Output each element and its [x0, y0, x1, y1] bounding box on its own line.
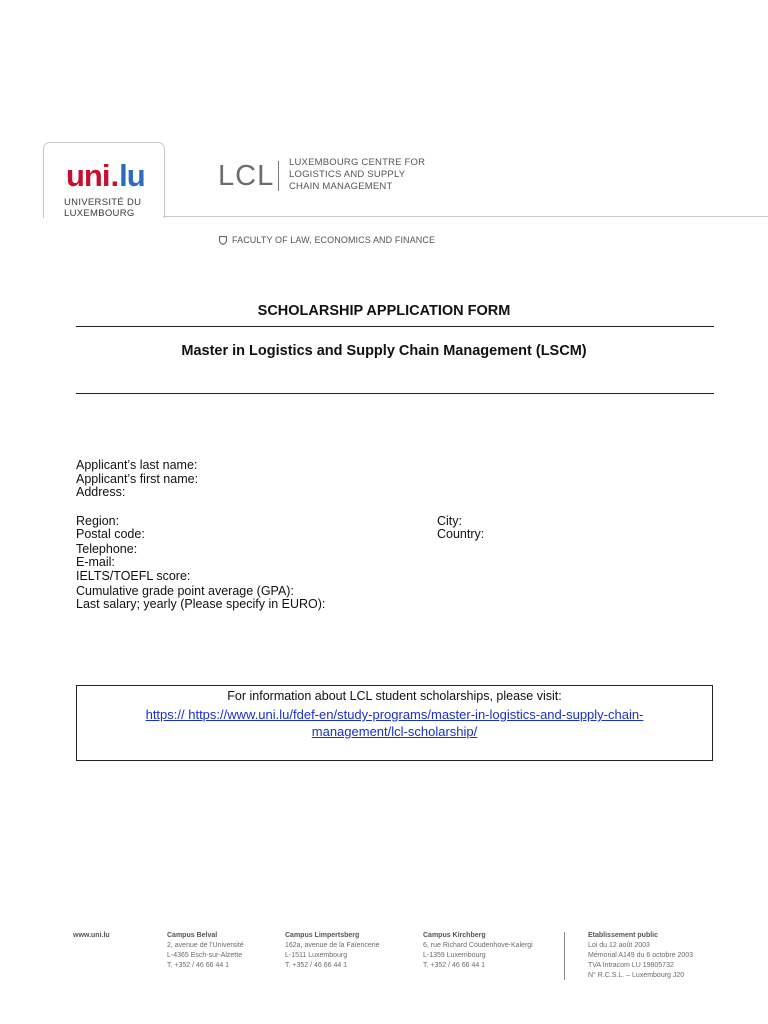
footer-kirchberg-title: Campus Kirchberg [423, 932, 486, 939]
telephone-label: Telephone: [76, 542, 138, 556]
logo-text-uni: uni [66, 158, 110, 193]
gpa-label: Cumulative grade point average (GPA): [76, 584, 294, 598]
footer-kirchberg-line1: 6, rue Richard Coudenhove-Kalergi [423, 942, 533, 949]
footer-divider [564, 932, 565, 980]
first-name-label: Applicant’s first name: [76, 472, 199, 486]
scholarship-link-line2[interactable]: management/lcl-scholarship/ [311, 724, 478, 739]
faculty-name: FACULTY OF LAW, ECONOMICS AND FINANCE [232, 235, 436, 245]
city-label: City: [437, 514, 462, 528]
footer-campus-belval [167, 931, 244, 971]
program-title: Master in Logistics and Supply Chain Management (LSCM) [181, 343, 587, 359]
footer-belval-title: Campus Belval [167, 932, 218, 939]
email-label: E-mail: [76, 555, 115, 569]
footer-limpertsberg-line1: 162a, avenue de la Faïencerie [285, 942, 380, 949]
form-title: SCHOLARSHIP APPLICATION FORM [257, 303, 511, 319]
region-label: Region: [76, 514, 120, 528]
footer-kirchberg-line3: T. +352 / 46 66 44 1 [423, 962, 486, 969]
footer-limpertsberg-line3: T. +352 / 46 66 44 1 [285, 962, 348, 969]
faculty-line [219, 235, 435, 245]
header-rule [163, 216, 768, 217]
footer-campus-kirchberg [423, 931, 533, 971]
lcl-name-line3: CHAIN MANAGEMENT [289, 181, 393, 192]
footer-belval-line1: 2, avenue de l’Université [167, 942, 244, 949]
university-logo [66, 157, 145, 193]
info-text: For information about LCL student scholarships, please visit: [227, 689, 562, 703]
lcl-logo: LCL [218, 160, 275, 192]
footer-limpertsberg-line2: L-1511 Luxembourg [285, 952, 348, 959]
footer-website [73, 931, 110, 941]
lcl-name-line2: LOGISTICS AND SUPPLY [289, 169, 406, 180]
footer-website-text: www.uni.lu [73, 932, 110, 939]
university-name [64, 197, 148, 219]
scholarship-link[interactable] [96, 706, 693, 740]
footer-public-line3: TVA Intracom LU 19805732 [588, 962, 674, 969]
logo-text-dot: . [110, 158, 119, 193]
footer-campus-limpertsberg [285, 931, 380, 971]
last-name-label: Applicant’s last name: [76, 458, 198, 472]
lcl-centre-name [289, 157, 449, 193]
footer-public-line4: N° R.C.S.L. – Luxembourg J20 [588, 972, 685, 979]
footer-public-line2: Mémorial A149 du 6 octobre 2003 [588, 952, 694, 959]
footer-kirchberg-line2: L-1359 Luxembourg [423, 952, 486, 959]
country-label: Country: [437, 527, 485, 541]
lcl-divider [278, 161, 279, 191]
footer-limpertsberg-title: Campus Limpertsberg [285, 932, 360, 939]
footer-belval-line3: T. +352 / 46 66 44 1 [167, 962, 230, 969]
salary-label: Last salary; yearly (Please specify in EURO): [76, 597, 326, 611]
program-rule [76, 393, 714, 394]
university-name-line2: LUXEMBOURG [64, 208, 135, 219]
lcl-name-line1: LUXEMBOURG CENTRE FOR [289, 157, 426, 168]
footer-public-line1: Loi du 12 août 2003 [588, 942, 650, 949]
postal-code-label: Postal code: [76, 527, 145, 541]
ielts-toefl-label: IELTS/TOEFL score: [76, 569, 191, 583]
university-name-line1: UNIVERSITÉ DU [64, 197, 142, 208]
footer-public-info [588, 931, 693, 981]
address-label: Address: [76, 485, 126, 499]
footer-belval-line2: L-4365 Esch-sur-Alzette [167, 952, 243, 959]
shield-icon [219, 236, 227, 245]
scholarship-link-line1[interactable]: https:// https://www.uni.lu/fdef-en/study-programs/master-in-logistics-and-supply-chain- [145, 707, 644, 722]
title-rule [76, 326, 714, 327]
footer-public-title: Etablissement public [588, 932, 659, 939]
logo-text-lu: lu [119, 158, 145, 193]
